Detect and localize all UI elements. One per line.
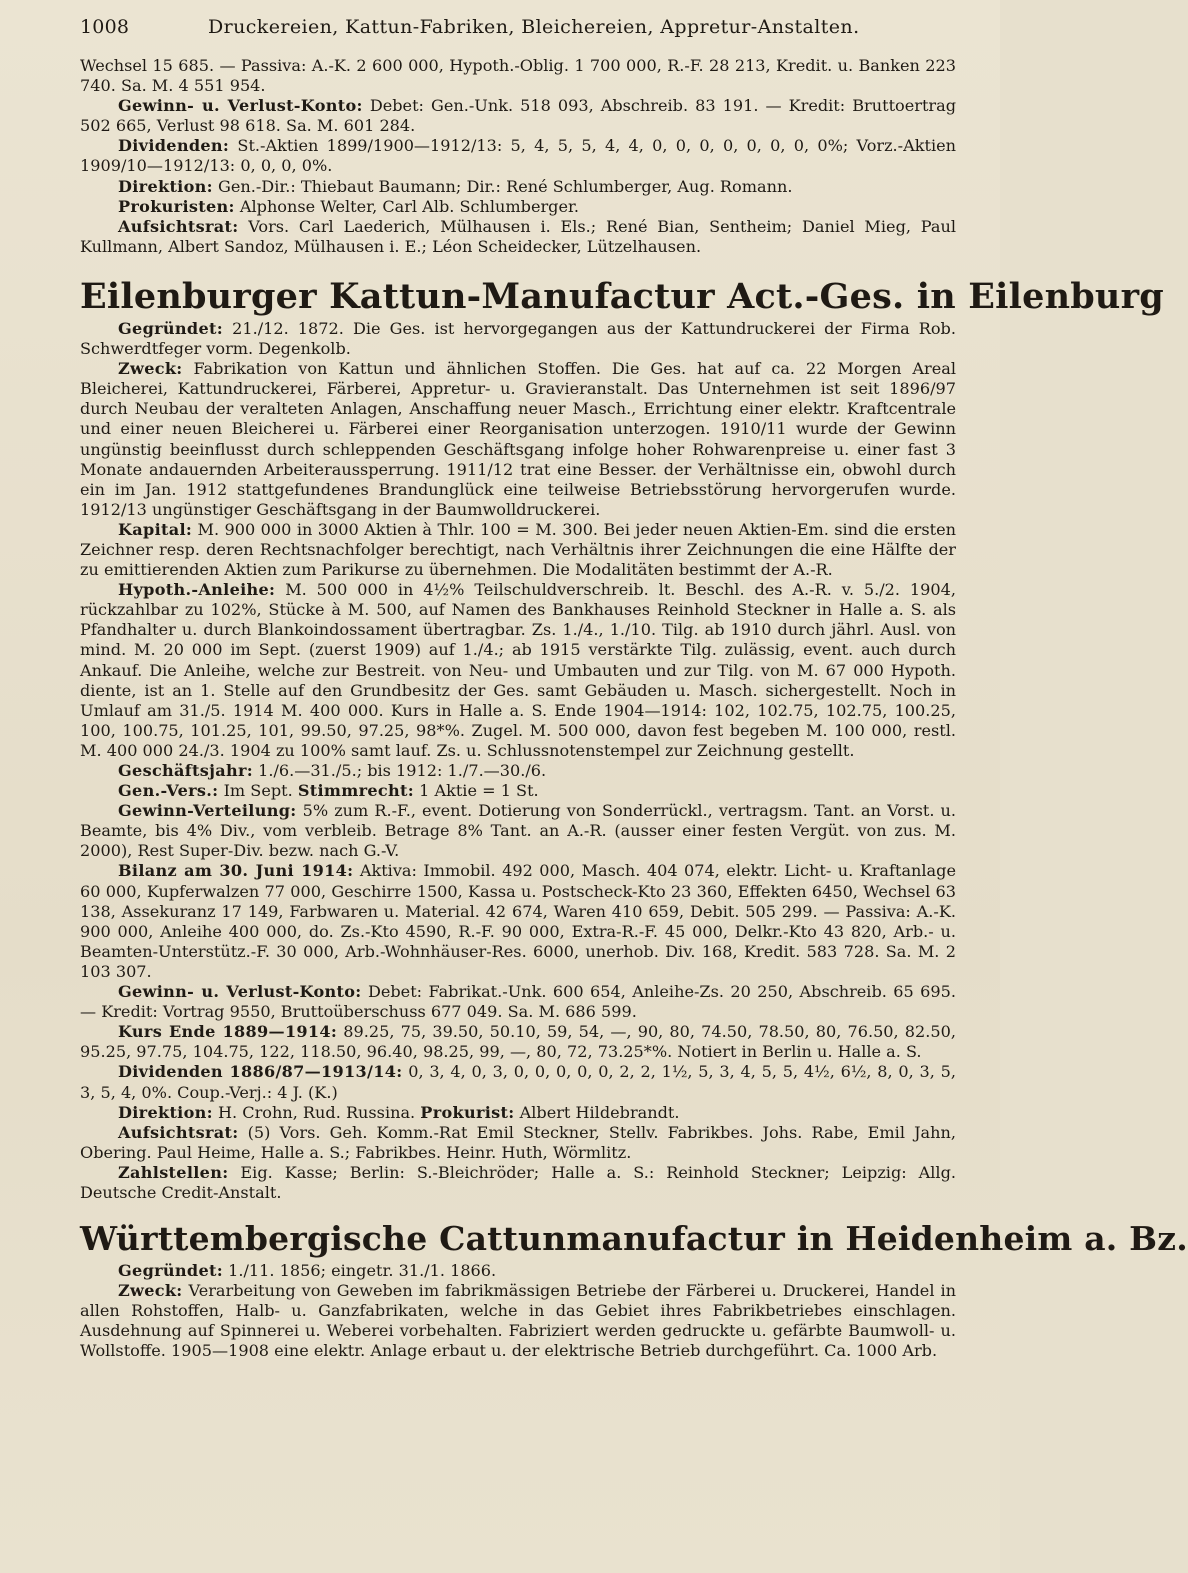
eil-aufsichtsrat-label: Aufsichtsrat: (118, 1122, 239, 1142)
eil-genvers-entry (80, 781, 956, 801)
eil-zahlstellen-entry (80, 1163, 956, 1203)
eil-anleihe-entry (80, 580, 956, 761)
page-number: 1008 (80, 16, 130, 38)
eil-kurs-text: 89.25, 75, 39.50, 50.10, 59, 54, —, 90, 80, 74.50, 78.50, 80, 76.50, 82.50, 95.25, 97.75, 104.75, 122, 118.50, 96.40, 98.25, 99, —, 80, 72, 73.25*%. Notiert in Berlin u. Halle a. S. (80, 1022, 956, 1062)
hdh-zweck-entry (80, 1281, 956, 1361)
eil-zweck-label: Zweck: (118, 359, 183, 379)
prev-direktion-text: Gen.-Dir.: Thiebaut Baumann; Dir.: René Schlumberger, Aug. Romann. (218, 176, 793, 196)
eil-stimmrecht-label: Stimmrecht: (297, 781, 414, 801)
eil-gegruendet-entry (80, 319, 956, 359)
prev-aufsichtsrat-label: Aufsichtsrat: (118, 216, 239, 236)
eil-genvers-label: Gen.-Vers.: (118, 781, 219, 801)
eil-kurs-entry (80, 1022, 956, 1062)
eil-zahlstellen-text: Eig. Kasse; Berlin: S.-Bleichröder; Halle a. S.: Reinhold Steckner; Leipzig: Allg. Deutsche Credit-Anstalt. (80, 1162, 956, 1202)
eil-kapital-label: Kapital: (118, 519, 193, 539)
prev-prokuristen-text: Alphonse Welter, Carl Alb. Schlumberger. (239, 196, 580, 216)
eil-dividenden-label: Dividenden 1886/87—1913/14: (118, 1062, 403, 1082)
eil-aufsichtsrat-text: (5) Vors. Geh. Komm.-Rat Emil Steckner, Stellv. Fabrikbes. Johs. Rabe, Emil Jahn, Obering. Paul Heime, Halle a. S.; Fabrikbes. Heinr. Huth, Wörmlitz. (80, 1122, 956, 1162)
eil-dividenden-text: 0, 3, 4, 0, 3, 0, 0, 0, 0, 0, 2, 2, 1½, 5, 3, 4, 5, 5, 4½, 6½, 8, 0, 3, 5, 3, 5, 4, 0%. Coup.-Verj.: 4 J. (K.) (80, 1062, 956, 1102)
eil-bilanz-label: Bilanz am 30. Juni 1914: (118, 861, 354, 881)
eil-direktion-entry (80, 1103, 956, 1123)
prev-direktion-entry (80, 177, 956, 197)
eil-prokurist-label: Prokurist: (420, 1102, 515, 1122)
prev-aufsichtsrat-entry (80, 217, 956, 257)
hdh-gegruendet-text: 1./11. 1856; eingetr. 31./1. 1866. (228, 1261, 497, 1281)
eil-gvk-entry (80, 982, 956, 1022)
prev-dividenden-entry (80, 136, 956, 176)
hdh-gegruendet-label: Gegründet: (118, 1261, 223, 1281)
eil-genvers-text: Im Sept. (223, 781, 293, 801)
hdh-gegruendet-entry (80, 1261, 956, 1281)
eil-gegruendet-text: 21./12. 1872. Die Ges. ist hervorgegangen aus der Kattundruckerei der Firma Rob. Schwerdtfeger vorm. Degenkolb. (80, 318, 956, 359)
prev-dividenden-label: Dividenden: (118, 136, 230, 156)
hdh-zweck-text: Verarbeitung von Geweben im fabrikmässigen Betriebe der Färberei u. Druckerei, Handel in allen Rohstoffen, Halb- u. Ganzfabrikaten, welche in das Gebiet ihres Fabrikbetriebes einschlagen. Ausdehnung auf Spinnerei u. Weberei vorbehalten. Fabriziert werden gedruckte u. gefärbte Baumwoll- u. Wollstoffe. 1905—1908 eine elektr. Anlage erbaut u. der elektrische Betrieb durchgeführt. Ca. 1000 Arb. (80, 1281, 956, 1361)
hdh-zweck-label: Zweck: (118, 1281, 183, 1301)
prev-gewinn-label: Gewinn- u. Verlust-Konto: (118, 96, 363, 116)
prev-gewinn-entry (80, 96, 956, 136)
running-header (80, 16, 956, 56)
running-title: Druckereien, Kattun-Fabriken, Bleichereien, Appretur-Anstalten. (208, 16, 860, 38)
eil-bilanz-text: Aktiva: Immobil. 492 000, Masch. 404 074, elektr. Licht- u. Kraftanlage 60 000, Kupferwalzen 77 000, Geschirre 1500, Kassa u. Postscheck-Kto 23 360, Effekten 6450, Wechsel 63 138, Assekuranz 17 149, Farbwaren u. Material. 42 674, Waren 410 659, Debit. 505 299. — Passiva: A.-K. 900 000, Anleihe 400 000, do. Zs.-Kto 4590, R.-F. 90 000, Extra-R.-F. 45 000, Delkr.-Kto 43 820, Arb.- u. Beamten-Unterstütz.-F. 30 000, Arb.-Wohnhäuser-Res. 6000, unerhob. Div. 168, Kredit. 583 728. Sa. M. 2 103 307. (80, 861, 956, 981)
eil-aufsichtsrat-entry (80, 1123, 956, 1163)
eil-verteilung-label: Gewinn-Verteilung: (118, 801, 297, 821)
eil-kurs-label: Kurs Ende 1889—1914: (118, 1022, 338, 1042)
prev-dividenden-text: St.-Aktien 1899/1900—1912/13: 5, 4, 5, 5, 4, 4, 0, 0, 0, 0, 0, 0, 0, 0%; Vorz.-Aktien 1909/10—1912/13: 0, 0, 0, 0%. (80, 136, 956, 176)
eil-direktion-text: H. Crohn, Rud. Russina. (218, 1102, 416, 1122)
company-title-heidenheim: Württembergische Cattunmanufactur in Heidenheim a. Bz. (80, 1219, 1188, 1259)
eil-zweck-text: Fabrikation von Kattun und ähnlichen Stoffen. Die Ges. hat auf ca. 22 Morgen Areal Bleicherei, Kattundruckerei, Färberei, Appretur- u. Gravieranstalt. Das Unternehmen ist seit 1896/97 durch Neubau der veralteten Anlagen, Anschaffung neuer Masch., Errichtung einer elektr. Kraftcentrale und einer neuen Bleicherei u. Färberei einer Reorganisation unterzogen. 1910/11 wurde der Gewinn ungünstig beeinflusst durch schleppenden Geschäftsgang infolge hoher Rohwarenpreise u. einer fast 3 Monate andauernden Arbeiteraussperrung. 1911/12 trat eine Besser. der Verhältnisse ein, obwohl durch ein im Jan. 1912 stattgefundenes Brandunglück eine teilweise Betriebsstörung hervorgerufen wurde. 1912/13 ungünstiger Geschäftsgang in der Baumwolldruckerei. (80, 359, 956, 519)
prev-gewinn-text: Debet: Gen.-Unk. 518 093, Abschreib. 83 191. — Kredit: Bruttoertrag 502 665, Verlust 98 618. Sa. M. 601 284. (80, 96, 956, 136)
eil-anleihe-text: M. 500 000 in 4½% Teilschuldverschreib. lt. Beschl. des A.-R. v. 5./2. 1904, rückzahlbar zu 102%, Stücke à M. 500, auf Namen des Bankhauses Reinhold Steckner in Halle a. S. als Pfandhalter u. durch Blankoindossament übertragbar. Zs. 1./4., 1./10. Tilg. ab 1910 durch jährl. Ausl. von mind. M. 20 000 im Sept. (zuerst 1909) auf 1./4.; ab 1915 verstärkte Tilg. zulässig, event. auch durch Ankauf. Die Anleihe, welche zur Bestreit. von Neu- und Umbauten und zur Tilg. von M. 67 000 Hypoth. diente, ist an 1. Stelle auf den Grundbesitz der Ges. samt Gebäuden u. Masch. sichergestellt. Noch in Umlauf am 31./5. 1914 M. 400 000. Kurs in Halle a. S. Ende 1904—1914: 102, 102.75, 102.75, 100.25, 100, 100.75, 101.25, 101, 99.50, 97.25, 98*%. Zugel. M. 500 000, davon fest begeben M. 100 000, restl. M. 400 000 24./3. 1904 zu 100% samt lauf. Zs. u. Schlussnotenstempel zur Zeichnung gestellt. (80, 580, 956, 760)
eil-gvk-label: Gewinn- u. Verlust-Konto: (118, 982, 362, 1002)
eil-anleihe-label: Hypoth.-Anleihe: (118, 580, 276, 600)
eil-geschaeftsjahr-text: 1./6.—31./5.; bis 1912: 1./7.—30./6. (258, 761, 547, 780)
prev-prokuristen-entry (80, 197, 956, 217)
eil-verteilung-entry (80, 801, 956, 861)
eil-zahlstellen-label: Zahlstellen: (118, 1162, 229, 1182)
eil-stimmrecht-text: 1 Aktie = 1 St. (419, 781, 539, 801)
eil-kapital-text: M. 900 000 in 3000 Aktien à Thlr. 100 = M. 300. Bei jeder neuen Aktien-Em. sind die ersten Zeichner resp. deren Rechtsnachfolger berechtigt, nach Verhältnis ihrer Zeichnungen die eine Hälfte der zu emittierenden Aktien zum Parikurse zu übernehmen. Die Modalitäten bestimmt der A.-R. (80, 519, 956, 580)
prev-aufsichtsrat-text: Vors. Carl Laederich, Mülhausen i. Els.; René Bian, Sentheim; Daniel Mieg, Paul Kullmann, Albert Sandoz, Mülhausen i. E.; Léon Scheidecker, Lützelhausen. (80, 216, 956, 256)
eil-gegruendet-label: Gegründet: (118, 318, 223, 338)
eil-dividenden-entry (80, 1062, 956, 1102)
eil-geschaeftsjahr-label: Geschäftsjahr: (118, 761, 253, 780)
eil-zweck-entry (80, 359, 956, 520)
eil-verteilung-text: 5% zum R.-F., event. Dotierung von Sonderrückl., vertragsm. Tant. an Vorst. u. Beamte, bis 4% Div., vom verbleib. Betrage 8% Tant. an A.-R. (ausser einer festen Vergüt. von zus. M. 2000), Rest Super-Div. bezw. nach G.-V. (80, 801, 956, 861)
prev-prokuristen-label: Prokuristen: (118, 196, 235, 216)
eil-direktion-label: Direktion: (118, 1102, 213, 1122)
prev-direktion-label: Direktion: (118, 176, 213, 196)
eil-gvk-text: Debet: Fabrikat.-Unk. 600 654, Anleihe-Zs. 20 250, Abschreib. 65 695. — Kredit: Vortrag 9550, Bruttoüberschuss 677 049. Sa. M. 686 599. (80, 982, 956, 1022)
prev-bilanz-cont: Wechsel 15 685. — Passiva: A.-K. 2 600 000, Hypoth.-Oblig. 1 700 000, R.-F. 28 213, Kredit. u. Banken 223 740. Sa. M. 4 551 954. (80, 56, 956, 96)
eil-bilanz-entry (80, 861, 956, 982)
eil-prokurist-text: Albert Hildebrandt. (519, 1102, 680, 1122)
eil-kapital-entry (80, 520, 956, 580)
eil-geschaeftsjahr-entry (80, 761, 956, 781)
company-title-eilenburg: Eilenburger Kattun-Manufactur Act.-Ges. in Eilenburg (80, 275, 1164, 317)
